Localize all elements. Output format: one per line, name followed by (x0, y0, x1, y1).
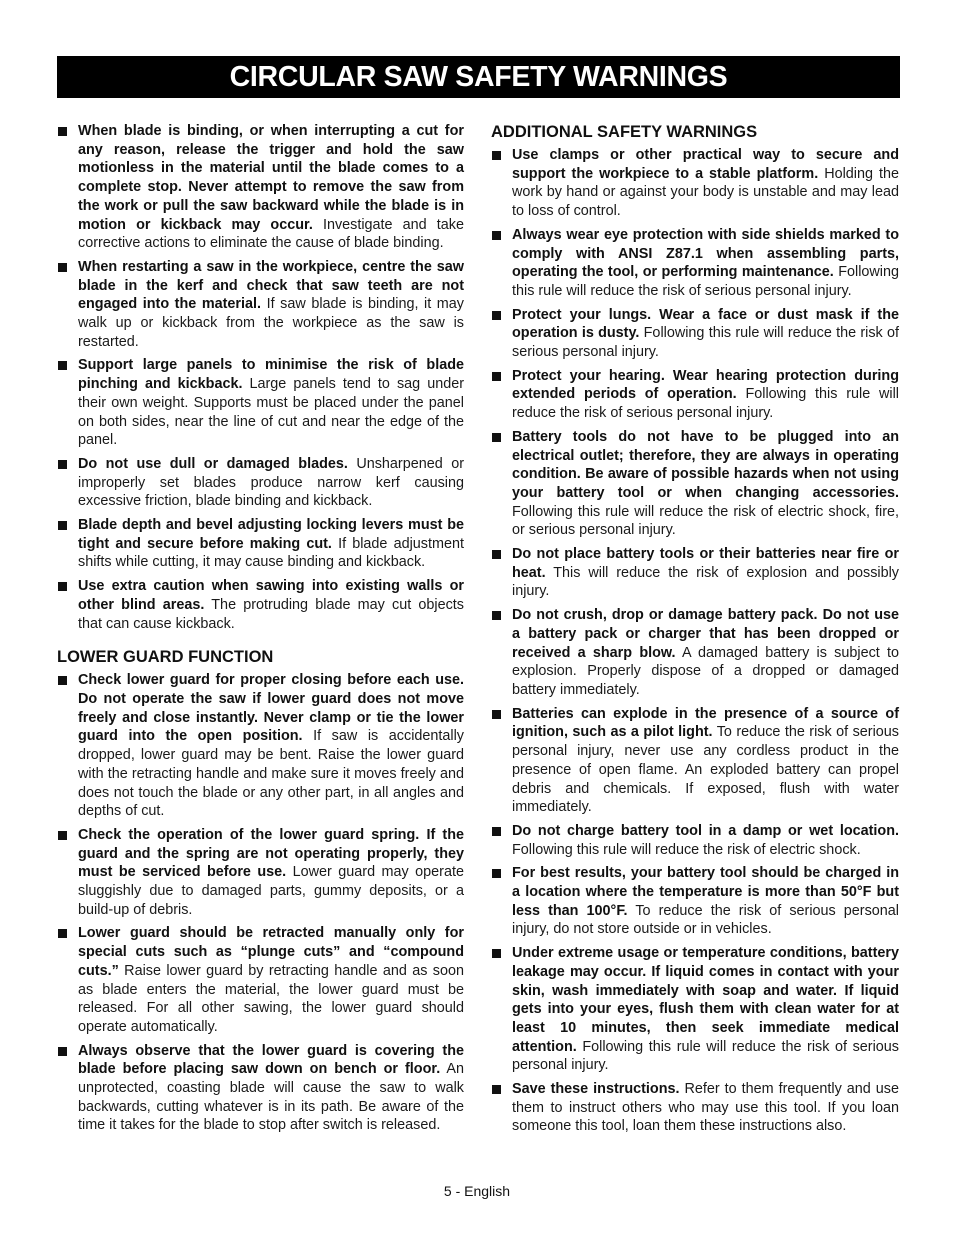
warning-heading: Do not charge battery tool in a damp or wet location. (512, 822, 899, 839)
list-item (491, 226, 899, 301)
warning-text: The protruding blade may cut objects that can cause kickback. (78, 596, 464, 632)
warning-heading: Check lower guard for proper closing before each use. Do not operate the saw if lower guard does not move freely and close instantly. Never clamp or tie the lower guard into the open position. (78, 672, 464, 745)
square-bullet-icon (58, 521, 67, 530)
warning-text: To reduce the risk of serious personal injury, do not store outside or in vehicles. (512, 902, 900, 938)
square-bullet-icon (492, 311, 501, 320)
square-bullet-icon (492, 372, 501, 381)
warning-text: Holding the work by hand or against your body is unstable and may lead to loss of control. (512, 165, 899, 220)
warning-heading: Do not crush, drop or damage battery pack. Do not use a battery pack or charger that has been dropped or received a sharp blow. (512, 607, 899, 661)
list-item (491, 545, 899, 601)
warning-text: Following this rule will reduce the risk of electric shock. (512, 841, 861, 858)
list-item (491, 864, 899, 939)
list-item (57, 258, 464, 352)
warning-heading: Protect your lungs. Wear a face or dust mask if the operation is dusty. (512, 306, 899, 342)
list-item (57, 356, 464, 450)
list-item (491, 306, 899, 362)
list-item (491, 1080, 899, 1136)
square-bullet-icon (58, 1047, 67, 1056)
list-item (57, 671, 464, 821)
warning-text: If saw blade is binding, it may walk up or kickback from the workpiece as the saw is restarted. (78, 296, 464, 350)
right-column (491, 122, 899, 1141)
square-bullet-icon (492, 949, 501, 958)
warning-heading: When restarting a saw in the workpiece, centre the saw blade in the kerf and check that saw teeth are not engaged into the material. (78, 258, 464, 313)
list-item (491, 822, 899, 859)
square-bullet-icon (492, 710, 501, 719)
warning-heading: For best results, your battery tool should be charged in a location where the temperature is more than 50°F but less than 100°F. (512, 865, 899, 919)
warning-text: An unprotected, coasting blade will cause the saw to walk backwards, cutting whatever is in its path. Be aware of the time it takes for the blade to stop after switch is released. (78, 1061, 464, 1134)
square-bullet-icon (58, 263, 67, 272)
list-item (57, 1042, 464, 1136)
warning-heading: Lower guard should be retracted manually only for special cuts such as “plunge cuts” and “compound cuts.” (78, 925, 464, 979)
list-item (57, 924, 464, 1036)
page-footer: 5 - English (443, 1183, 511, 1199)
list-item (57, 122, 464, 253)
warning-text: Following this rule will reduce the risk of electric shock, fire, or serious personal injury. (512, 503, 899, 539)
warning-heading: Protect your hearing. Wear hearing protection during extended periods of operation. (512, 367, 899, 403)
square-bullet-icon (492, 550, 501, 559)
warning-text: This will reduce the risk of explosion and possibly injury. (512, 564, 899, 600)
square-bullet-icon (492, 433, 501, 442)
warning-text: Lower guard may operate sluggishly due to damaged parts, gummy deposits, or a build-up of debris. (78, 864, 464, 918)
warning-text: To reduce the risk of serious personal injury, never use any cordless product in the presence of open flame. An exploded battery can propel debris and chemicals. If exposed, flush with water immediately. (512, 724, 899, 816)
left-column (57, 122, 464, 1140)
lower-guard-list (57, 671, 464, 1135)
list-item (491, 146, 899, 221)
square-bullet-icon (58, 929, 67, 938)
warning-heading: Use clamps or other practical way to secure and support the workpiece to a stable platform. (512, 147, 899, 182)
list-item (57, 826, 464, 920)
warning-text: Raise lower guard by retracting handle and as soon as blade enters the material, the lower guard must be released. For all other sawing, the lower guard should operate automatically. (78, 962, 464, 1035)
list-item (491, 367, 899, 423)
list-item (491, 428, 899, 540)
list-item (57, 455, 464, 511)
warning-text: Following this rule will reduce the risk of serious personal injury. (512, 325, 899, 361)
warning-heading: Battery tools do not have to be plugged into an electrical outlet; therefore, they are always in operating condition. Be aware of possible hazards when not using your battery tool or when changing accessories. (512, 428, 899, 501)
warning-heading: Always wear eye protection with side shields marked to comply with ANSI Z87.1 when assembling parts, operating the tool, or performing maintenance. (512, 226, 899, 281)
square-bullet-icon (58, 676, 67, 685)
warning-heading: Check the operation of the lower guard spring. If the guard and the spring are not operating properly, they must be serviced before use. (78, 826, 464, 881)
warning-heading: Under extreme usage or temperature conditions, battery leakage may occur. If liquid comes in contact with your skin, wash immediately with soap and water. If liquid gets into your eyes, flush them with clean water for at least 10 minutes, then seek immediate medical attention. (512, 945, 899, 1055)
warning-list (57, 122, 464, 633)
square-bullet-icon (492, 1085, 501, 1094)
warning-heading: Save these instructions. (512, 1081, 680, 1098)
warning-heading: Batteries can explode in the presence of a source of ignition, such as a pilot light. (512, 705, 899, 741)
section-title-lower-guard: LOWER GUARD FUNCTION (57, 648, 274, 667)
section-title-additional: ADDITIONAL SAFETY WARNINGS (491, 123, 758, 141)
square-bullet-icon (58, 127, 67, 136)
square-bullet-icon (492, 231, 501, 240)
warning-text: Following this rule will reduce the risk of serious personal injury. (512, 1038, 899, 1074)
square-bullet-icon (58, 460, 67, 469)
warning-text: If saw is accidentally dropped, lower guard may be bent. Raise the lower guard with the retracting handle and make sure it moves freely and does not touch the blade or any other part, in all angles and depths of cut. (78, 728, 464, 820)
warning-text: Large panels tend to sag under their own weight. Supports must be placed under the panel on both sides, near the line of cut and near the edge of the panel. (78, 376, 464, 449)
list-item (57, 516, 464, 572)
square-bullet-icon (492, 611, 501, 620)
warning-heading: Support large panels to minimise the risk of blade pinching and kickback. (78, 357, 464, 393)
list-item (57, 577, 464, 633)
list-item (491, 705, 899, 817)
square-bullet-icon (492, 869, 501, 878)
warning-text: A damaged battery is subject to explosion. Properly dispose of a dropped or damaged battery immediately. (512, 644, 900, 698)
warning-text: Following this rule will reduce the risk of serious personal injury. (512, 386, 899, 422)
warning-text: Unsharpened or improperly set blades produce narrow kerf causing excessive friction, blade binding and kickback. (78, 455, 465, 510)
warning-heading: Always observe that the lower guard is covering the blade before placing saw down on bench or floor. (78, 1042, 464, 1078)
warning-text: If blade adjustment shifts while cutting, it may cause binding and kickback. (78, 535, 464, 571)
page-title: CIRCULAR SAW SAFETY WARNINGS (57, 56, 900, 98)
warning-heading: Do not place battery tools or their batteries near fire or heat. (512, 546, 899, 581)
additional-warning-list (491, 146, 899, 1136)
warning-heading: Do not use dull or damaged blades. (78, 455, 348, 472)
list-item (491, 606, 899, 700)
square-bullet-icon (58, 831, 67, 840)
warning-heading: Blade depth and bevel adjusting locking levers must be tight and secure before making cut. (78, 517, 464, 552)
warning-heading: Use extra caution when sawing into existing walls or other blind areas. (78, 578, 464, 613)
list-item (491, 944, 899, 1075)
square-bullet-icon (492, 151, 501, 160)
warning-text: Investigate and take corrective actions to eliminate the cause of blade binding. (78, 216, 464, 252)
square-bullet-icon (492, 827, 501, 836)
warning-text: Following this rule will reduce the risk of serious personal injury. (512, 264, 899, 299)
square-bullet-icon (58, 361, 67, 370)
warning-text: Refer to them frequently and use them to instruct others who may use this tool. If you loan someone this tool, loan them these instructions also. (512, 1081, 899, 1135)
square-bullet-icon (58, 582, 67, 591)
warning-heading: When blade is binding, or when interrupting a cut for any reason, release the trigger and hold the saw motionless in the material until the blade comes to a complete stop. Never attempt to remove the saw from the work or pull the saw backward while the blade is in motion or kickback may occur. (78, 123, 464, 233)
